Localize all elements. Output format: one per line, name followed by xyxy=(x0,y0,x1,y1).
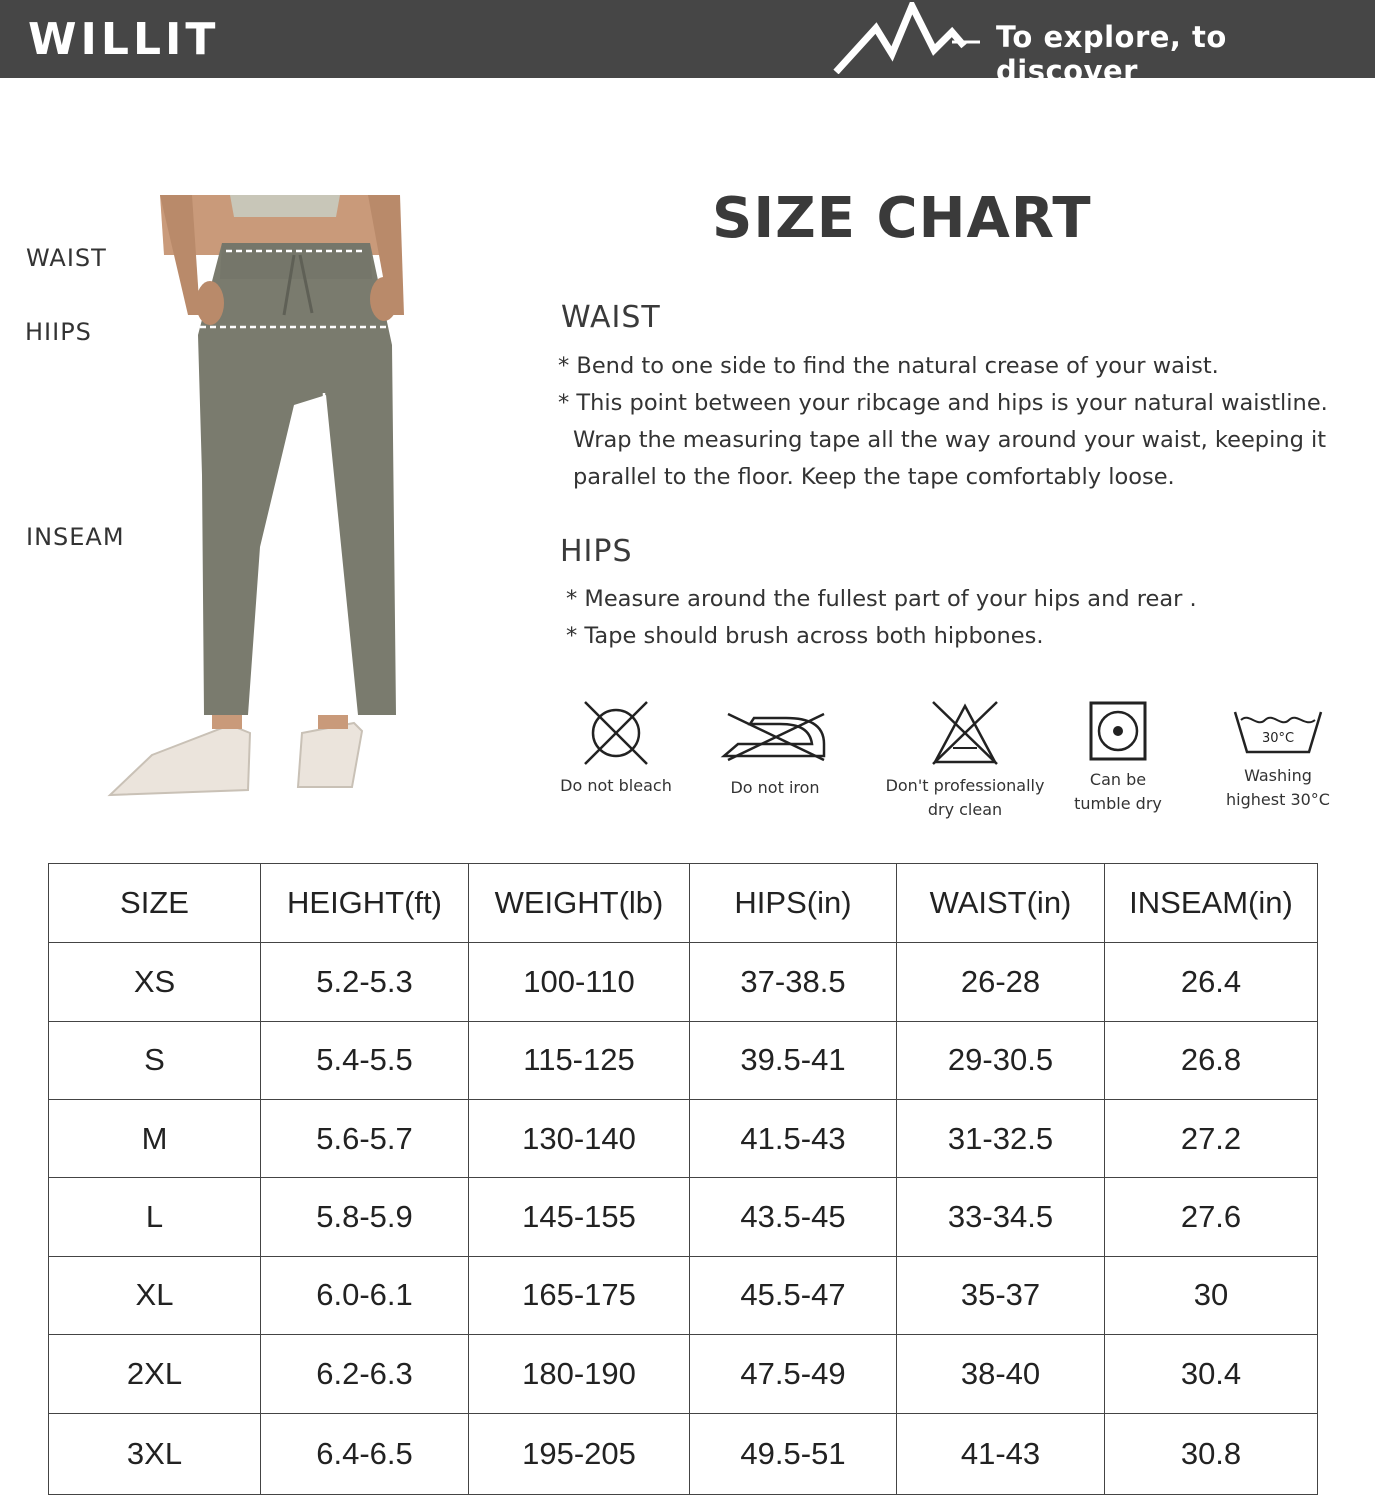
care-label: Can be xyxy=(1089,770,1147,789)
table-cell: 38-40 xyxy=(897,1335,1105,1413)
table-cell: 31-32.5 xyxy=(897,1100,1105,1178)
waist-label: WAIST xyxy=(26,244,107,272)
table-cell: 35-37 xyxy=(897,1256,1105,1334)
table-cell: M xyxy=(49,1100,261,1178)
waist-note: * Bend to one side to find the natural crease of your waist. xyxy=(558,353,1219,379)
care-label: dry clean xyxy=(927,800,1003,819)
table-header-cell: HIPS(in) xyxy=(690,864,897,943)
table-cell: XS xyxy=(49,943,261,1021)
table-cell: 180-190 xyxy=(469,1335,690,1413)
no-bleach-icon xyxy=(581,698,651,768)
table-cell: 26-28 xyxy=(897,943,1105,1021)
table-cell: 45.5-47 xyxy=(690,1256,897,1334)
tumble-dry-icon xyxy=(1088,700,1148,762)
table-cell: 6.4-6.5 xyxy=(261,1413,469,1494)
table-header-cell: INSEAM(in) xyxy=(1105,864,1318,943)
table-cell: S xyxy=(49,1021,261,1099)
table-cell: 100-110 xyxy=(469,943,690,1021)
table-cell: 6.0-6.1 xyxy=(261,1256,469,1334)
table-cell: 49.5-51 xyxy=(690,1413,897,1494)
table-cell: 47.5-49 xyxy=(690,1335,897,1413)
wash-temp-label: 30°C xyxy=(1261,731,1295,746)
table-row xyxy=(49,1335,1318,1413)
table-row xyxy=(49,1021,1318,1099)
table-cell: 26.4 xyxy=(1105,943,1318,1021)
table-row xyxy=(49,1413,1318,1494)
care-label: Do not bleach xyxy=(560,776,672,795)
table-cell: 130-140 xyxy=(469,1100,690,1178)
table-cell: 5.4-5.5 xyxy=(261,1021,469,1099)
table-cell: 29-30.5 xyxy=(897,1021,1105,1099)
hips-label: HIIPS xyxy=(25,318,92,346)
care-label: Washing xyxy=(1244,766,1312,785)
table-cell: 6.2-6.3 xyxy=(261,1335,469,1413)
waist-note: Wrap the measuring tape all the way around your waist, keeping it xyxy=(573,427,1327,453)
no-iron-icon xyxy=(720,704,830,764)
table-cell: 39.5-41 xyxy=(690,1021,897,1099)
table-cell: 41.5-43 xyxy=(690,1100,897,1178)
table-cell: 195-205 xyxy=(469,1413,690,1494)
table-row xyxy=(49,1100,1318,1178)
size-table xyxy=(48,863,1318,1495)
waist-note: * This point between your ribcage and hips is your natural waistline. xyxy=(558,390,1328,416)
table-row xyxy=(49,943,1318,1021)
table-cell: 115-125 xyxy=(469,1021,690,1099)
table-cell: 27.6 xyxy=(1105,1178,1318,1256)
table-row xyxy=(49,1256,1318,1334)
wash-30-icon xyxy=(1233,708,1323,756)
table-cell: 43.5-45 xyxy=(690,1178,897,1256)
table-cell: 5.2-5.3 xyxy=(261,943,469,1021)
no-dry-clean-icon xyxy=(929,698,1001,768)
tagline: To explore, to discover xyxy=(996,20,1227,88)
table-cell: 5.6-5.7 xyxy=(261,1100,469,1178)
care-item xyxy=(531,698,701,798)
table-cell: 165-175 xyxy=(469,1256,690,1334)
hips-note: * Tape should brush across both hipbones. xyxy=(566,623,1044,649)
model-pants-figure xyxy=(100,195,420,805)
table-cell: L xyxy=(49,1178,261,1256)
table-cell: XL xyxy=(49,1256,261,1334)
care-label: Don't professionally xyxy=(885,776,1045,795)
table-cell: 37-38.5 xyxy=(690,943,897,1021)
inseam-label: INSEAM xyxy=(26,523,125,551)
header-bar xyxy=(0,0,1375,88)
table-cell: 30 xyxy=(1105,1256,1318,1334)
care-label: tumble dry xyxy=(1074,794,1162,813)
table-header-cell: SIZE xyxy=(49,864,261,943)
care-item xyxy=(690,704,860,800)
hips-note: * Measure around the fullest part of your hips and rear . xyxy=(566,586,1197,612)
table-cell: 41-43 xyxy=(897,1413,1105,1494)
table-cell: 145-155 xyxy=(469,1178,690,1256)
table-cell: 30.8 xyxy=(1105,1413,1318,1494)
waist-note: parallel to the floor. Keep the tape comfortably loose. xyxy=(573,464,1175,490)
table-cell: 27.2 xyxy=(1105,1100,1318,1178)
table-cell: 26.8 xyxy=(1105,1021,1318,1099)
care-label: highest 30°C xyxy=(1226,790,1330,809)
care-item xyxy=(1193,708,1363,812)
table-cell: 2XL xyxy=(49,1335,261,1413)
table-cell: 33-34.5 xyxy=(897,1178,1105,1256)
brand-logo: WILLIT xyxy=(28,14,220,65)
table-cell: 3XL xyxy=(49,1413,261,1494)
waist-heading: WAIST xyxy=(561,300,661,335)
care-item xyxy=(1033,700,1203,816)
care-label: Do not iron xyxy=(730,778,820,797)
table-cell: 5.8-5.9 xyxy=(261,1178,469,1256)
table-header-cell: WEIGHT(lb) xyxy=(469,864,690,943)
care-item xyxy=(880,698,1050,822)
table-cell: 30.4 xyxy=(1105,1335,1318,1413)
table-header-cell: HEIGHT(ft) xyxy=(261,864,469,943)
hips-heading: HIPS xyxy=(560,534,633,569)
table-row xyxy=(49,1178,1318,1256)
table-header-cell: WAIST(in) xyxy=(897,864,1105,943)
size-chart-title: SIZE CHART xyxy=(712,186,1092,251)
mountain-logo-icon xyxy=(832,2,982,74)
table-header-row xyxy=(49,864,1318,943)
